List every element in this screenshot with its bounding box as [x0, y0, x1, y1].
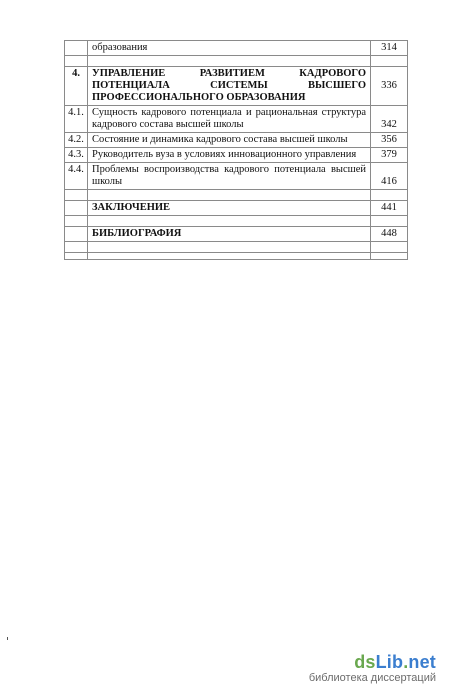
- toc-page-number: 356: [371, 133, 408, 148]
- toc-body: [65, 41, 408, 260]
- toc-number: 4.3.: [65, 148, 88, 163]
- toc-blank-cell: [88, 190, 371, 201]
- watermark-logo-net: net: [408, 652, 436, 672]
- toc-blank-cell: [371, 242, 408, 253]
- toc-blank-row: [65, 190, 408, 201]
- toc-row: [65, 133, 408, 148]
- toc-blank-cell: [371, 253, 408, 260]
- toc-page-number: 448: [371, 227, 408, 242]
- toc-blank-row: [65, 56, 408, 67]
- toc-blank-cell: [65, 216, 88, 227]
- toc-heading-row: [65, 227, 408, 242]
- toc-blank-row: [65, 253, 408, 260]
- toc-blank-cell: [88, 253, 371, 260]
- toc-title: БИБЛИОГРАФИЯ: [88, 227, 371, 242]
- toc-blank-cell: [88, 242, 371, 253]
- watermark-logo-dot: .: [403, 652, 409, 672]
- watermark-logo-ds: ds: [354, 652, 376, 672]
- toc-title: Состояние и динамика кадрового состава высшей школы: [88, 133, 371, 148]
- toc-blank-cell: [371, 56, 408, 67]
- toc-number: [65, 227, 88, 242]
- toc-row: [65, 106, 408, 133]
- watermark-subtitle: библиотека диссертаций: [308, 672, 436, 684]
- toc-number: 4.4.: [65, 163, 88, 190]
- watermark-logo-lib: Lib: [375, 652, 404, 672]
- toc-page-number: 336: [371, 67, 408, 106]
- toc-chapter-row: [65, 67, 408, 106]
- toc-title: Руководитель вуза в условиях инновационного управления: [88, 148, 371, 163]
- toc-number: 4.1.: [65, 106, 88, 133]
- toc-title: ЗАКЛЮЧЕНИЕ: [88, 201, 371, 216]
- toc-row: [65, 41, 408, 56]
- toc-row: [65, 148, 408, 163]
- toc-blank-cell: [88, 56, 371, 67]
- toc-title: УПРАВЛЕНИЕ РАЗВИТИЕМ КАДРОВОГО ПОТЕНЦИАЛА СИСТЕМЫ ВЫСШЕГО ПРОФЕССИОНАЛЬНОГО ОБРАЗОВАНИЯ: [88, 67, 371, 106]
- watermark-logo: [309, 652, 436, 672]
- toc-blank-cell: [65, 253, 88, 260]
- dslib-watermark: [309, 652, 436, 685]
- toc-heading-row: [65, 201, 408, 216]
- toc-blank-cell: [371, 190, 408, 201]
- toc-title: Проблемы воспроизводства кадрового потенциала высшей школы: [88, 163, 371, 190]
- toc-blank-cell: [65, 242, 88, 253]
- toc-blank-row: [65, 242, 408, 253]
- toc-page-number: 314: [371, 41, 408, 56]
- toc-number: 4.: [65, 67, 88, 106]
- scan-speck: [7, 637, 8, 640]
- toc-blank-cell: [371, 216, 408, 227]
- toc-page-number: 416: [371, 163, 408, 190]
- toc-number: [65, 41, 88, 56]
- toc-page-number: 441: [371, 201, 408, 216]
- toc-blank-cell: [88, 216, 371, 227]
- toc-blank-cell: [65, 190, 88, 201]
- toc-row: [65, 163, 408, 190]
- toc-blank-cell: [65, 56, 88, 67]
- toc-page-number: 342: [371, 106, 408, 133]
- toc-title: Сущность кадрового потенциала и рациональная структура кадрового состава высшей школы: [88, 106, 371, 133]
- toc-title: образования: [88, 41, 371, 56]
- toc-number: 4.2.: [65, 133, 88, 148]
- toc-number: [65, 201, 88, 216]
- toc-page-number: 379: [371, 148, 408, 163]
- toc-blank-row: [65, 216, 408, 227]
- table-of-contents: [64, 40, 408, 260]
